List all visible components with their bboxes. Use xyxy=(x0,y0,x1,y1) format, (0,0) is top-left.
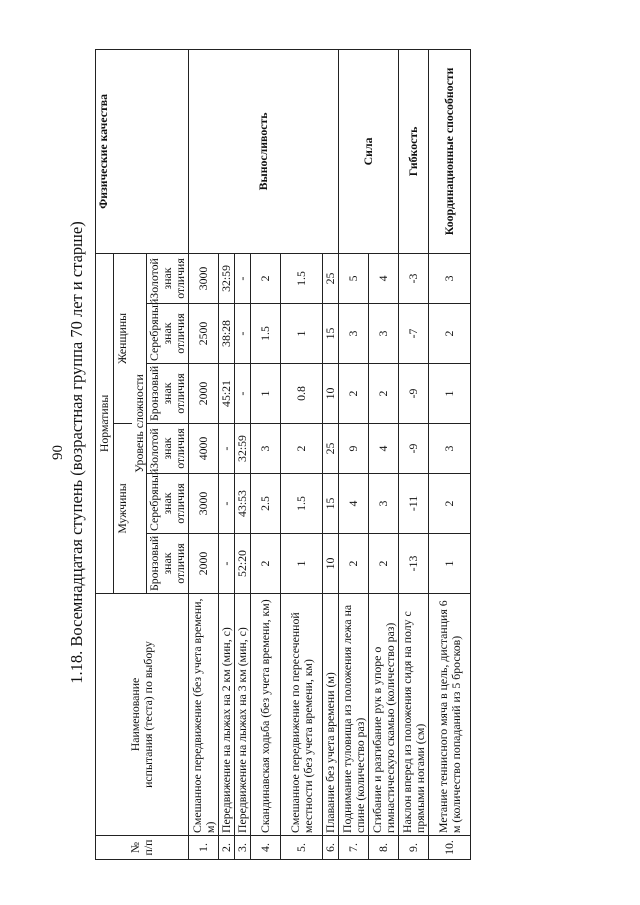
cell-value: 1.5 xyxy=(281,474,323,534)
norms-table xyxy=(95,49,471,860)
row-num: 9. xyxy=(399,836,429,860)
cell-value: 10 xyxy=(323,364,339,424)
cell-value: 1.5 xyxy=(251,304,281,364)
row-name: Метание теннисного мяча в цель, дистанция 6 м (количество попаданий из 5 бросков) xyxy=(429,594,471,836)
row-name: Скандинавская ходьба (без учета времени, км) xyxy=(251,594,281,836)
cell-value: 2 xyxy=(339,534,369,594)
badge-men-bronze: Бронзовый знак отличия xyxy=(147,534,189,594)
cell-value: 15 xyxy=(323,474,339,534)
cell-value: 3 xyxy=(369,304,399,364)
quality-endurance: Выносливость xyxy=(189,49,339,253)
header-women: Женщины xyxy=(114,253,132,423)
badge-women-bronze: Бронзовый знак отличия xyxy=(147,364,189,424)
cell-value: 2 xyxy=(369,364,399,424)
header-name xyxy=(96,594,189,836)
header-name-line1: Наименование xyxy=(128,677,143,752)
cell-value: 25 xyxy=(323,253,339,303)
cell-value: 4 xyxy=(339,474,369,534)
cell-value: -3 xyxy=(399,253,429,303)
cell-value: 0.8 xyxy=(281,364,323,424)
cell-value: - xyxy=(219,534,235,594)
cell-value: 15 xyxy=(323,304,339,364)
cell-value: 4000 xyxy=(189,424,219,474)
quality-strength: Сила xyxy=(339,49,399,253)
cell-value: -13 xyxy=(399,534,429,594)
quality-flexibility: Гибкость xyxy=(399,49,429,253)
row-num: 1. xyxy=(189,836,219,860)
row-num: 7. xyxy=(339,836,369,860)
cell-value: 3000 xyxy=(189,253,219,303)
cell-value: 3 xyxy=(429,253,471,303)
section-title: 1.18. Восемнадцатая ступень (возрастная группа 70 лет и старше) xyxy=(67,221,86,684)
cell-value: 1.5 xyxy=(281,253,323,303)
table-row xyxy=(399,49,429,859)
cell-value: 2 xyxy=(429,474,471,534)
row-name: Смешанное передвижение (без учета времени, м) xyxy=(189,594,219,836)
cell-value: 2 xyxy=(429,304,471,364)
cell-value: 2.5 xyxy=(251,474,281,534)
header-norms: Нормативы xyxy=(96,253,114,593)
header-men: Мужчины xyxy=(114,424,132,594)
row-num: 8. xyxy=(369,836,399,860)
cell-value: 2 xyxy=(251,534,281,594)
row-name: Передвижение на лыжах на 2 км (мин, с) xyxy=(219,594,235,836)
row-num: 10. xyxy=(429,836,471,860)
cell-value: -7 xyxy=(399,304,429,364)
cell-value: - xyxy=(235,304,251,364)
cell-value: 2000 xyxy=(189,534,219,594)
cell-value: -11 xyxy=(399,474,429,534)
row-num: 4. xyxy=(251,836,281,860)
cell-value: 1 xyxy=(429,364,471,424)
header-qualities: Физические качества xyxy=(96,49,189,253)
row-name: Передвижение на лыжах на 3 км (мин, с) xyxy=(235,594,251,836)
table-row xyxy=(189,49,219,859)
cell-value: 1 xyxy=(281,534,323,594)
cell-value: 5 xyxy=(339,253,369,303)
cell-value: 3 xyxy=(369,474,399,534)
row-num: 6. xyxy=(323,836,339,860)
quality-coordination: Координационные способности xyxy=(429,49,471,253)
cell-value: -9 xyxy=(399,424,429,474)
header-name-line2: испытания (теста) по выбору xyxy=(141,641,156,788)
cell-value: 2000 xyxy=(189,364,219,424)
cell-value: - xyxy=(219,474,235,534)
cell-value: 3 xyxy=(429,424,471,474)
cell-value: 3000 xyxy=(189,474,219,534)
cell-value: 3 xyxy=(339,304,369,364)
cell-value: - xyxy=(219,424,235,474)
badge-women-silver: Серебряный знак отличия xyxy=(147,304,189,364)
cell-value: 25 xyxy=(323,424,339,474)
cell-value: 32:59 xyxy=(235,424,251,474)
cell-value: 1 xyxy=(281,304,323,364)
cell-value: 10 xyxy=(323,534,339,594)
cell-value: 1 xyxy=(251,364,281,424)
header-level: Уровень сложности xyxy=(132,253,147,593)
cell-value: 9 xyxy=(339,424,369,474)
badge-men-gold: Золотой знак отличия xyxy=(147,424,189,474)
cell-value: 1 xyxy=(429,534,471,594)
row-num: 3. xyxy=(235,836,251,860)
cell-value: -9 xyxy=(399,364,429,424)
row-num: 5. xyxy=(281,836,323,860)
table-row xyxy=(429,49,471,859)
cell-value: 2500 xyxy=(189,304,219,364)
row-name: Наклон вперед из положения сидя на полу с прямыми ногами (см) xyxy=(399,594,429,836)
cell-value: 2 xyxy=(369,534,399,594)
cell-value: 43:53 xyxy=(235,474,251,534)
cell-value: 4 xyxy=(369,253,399,303)
cell-value: 2 xyxy=(251,253,281,303)
row-name: Смешанное передвижение по пересеченной местности (без учета времени, км) xyxy=(281,594,323,836)
page-number: 90 xyxy=(50,445,66,460)
cell-value: 52:20 xyxy=(235,534,251,594)
cell-value: 38:28 xyxy=(219,304,235,364)
row-num: 2. xyxy=(219,836,235,860)
cell-value: 32:59 xyxy=(219,253,235,303)
cell-value: 45:21 xyxy=(219,364,235,424)
badge-women-gold: Золотой знак отличия xyxy=(147,253,189,303)
cell-value: - xyxy=(235,253,251,303)
row-name: Плавание без учета времени (м) xyxy=(323,594,339,836)
badge-men-silver: Серебряный знак отличия xyxy=(147,474,189,534)
cell-value: 3 xyxy=(251,424,281,474)
cell-value: - xyxy=(235,364,251,424)
row-name: Поднимание туловища из положения лежа на спине (количество раз) xyxy=(339,594,369,836)
cell-value: 2 xyxy=(281,424,323,474)
header-num: № п/п xyxy=(96,836,189,860)
cell-value: 2 xyxy=(339,364,369,424)
cell-value: 4 xyxy=(369,424,399,474)
table-row xyxy=(339,49,369,859)
row-name: Сгибание и разгибание рук в упоре о гимнастическую скамью (количество раз) xyxy=(369,594,399,836)
